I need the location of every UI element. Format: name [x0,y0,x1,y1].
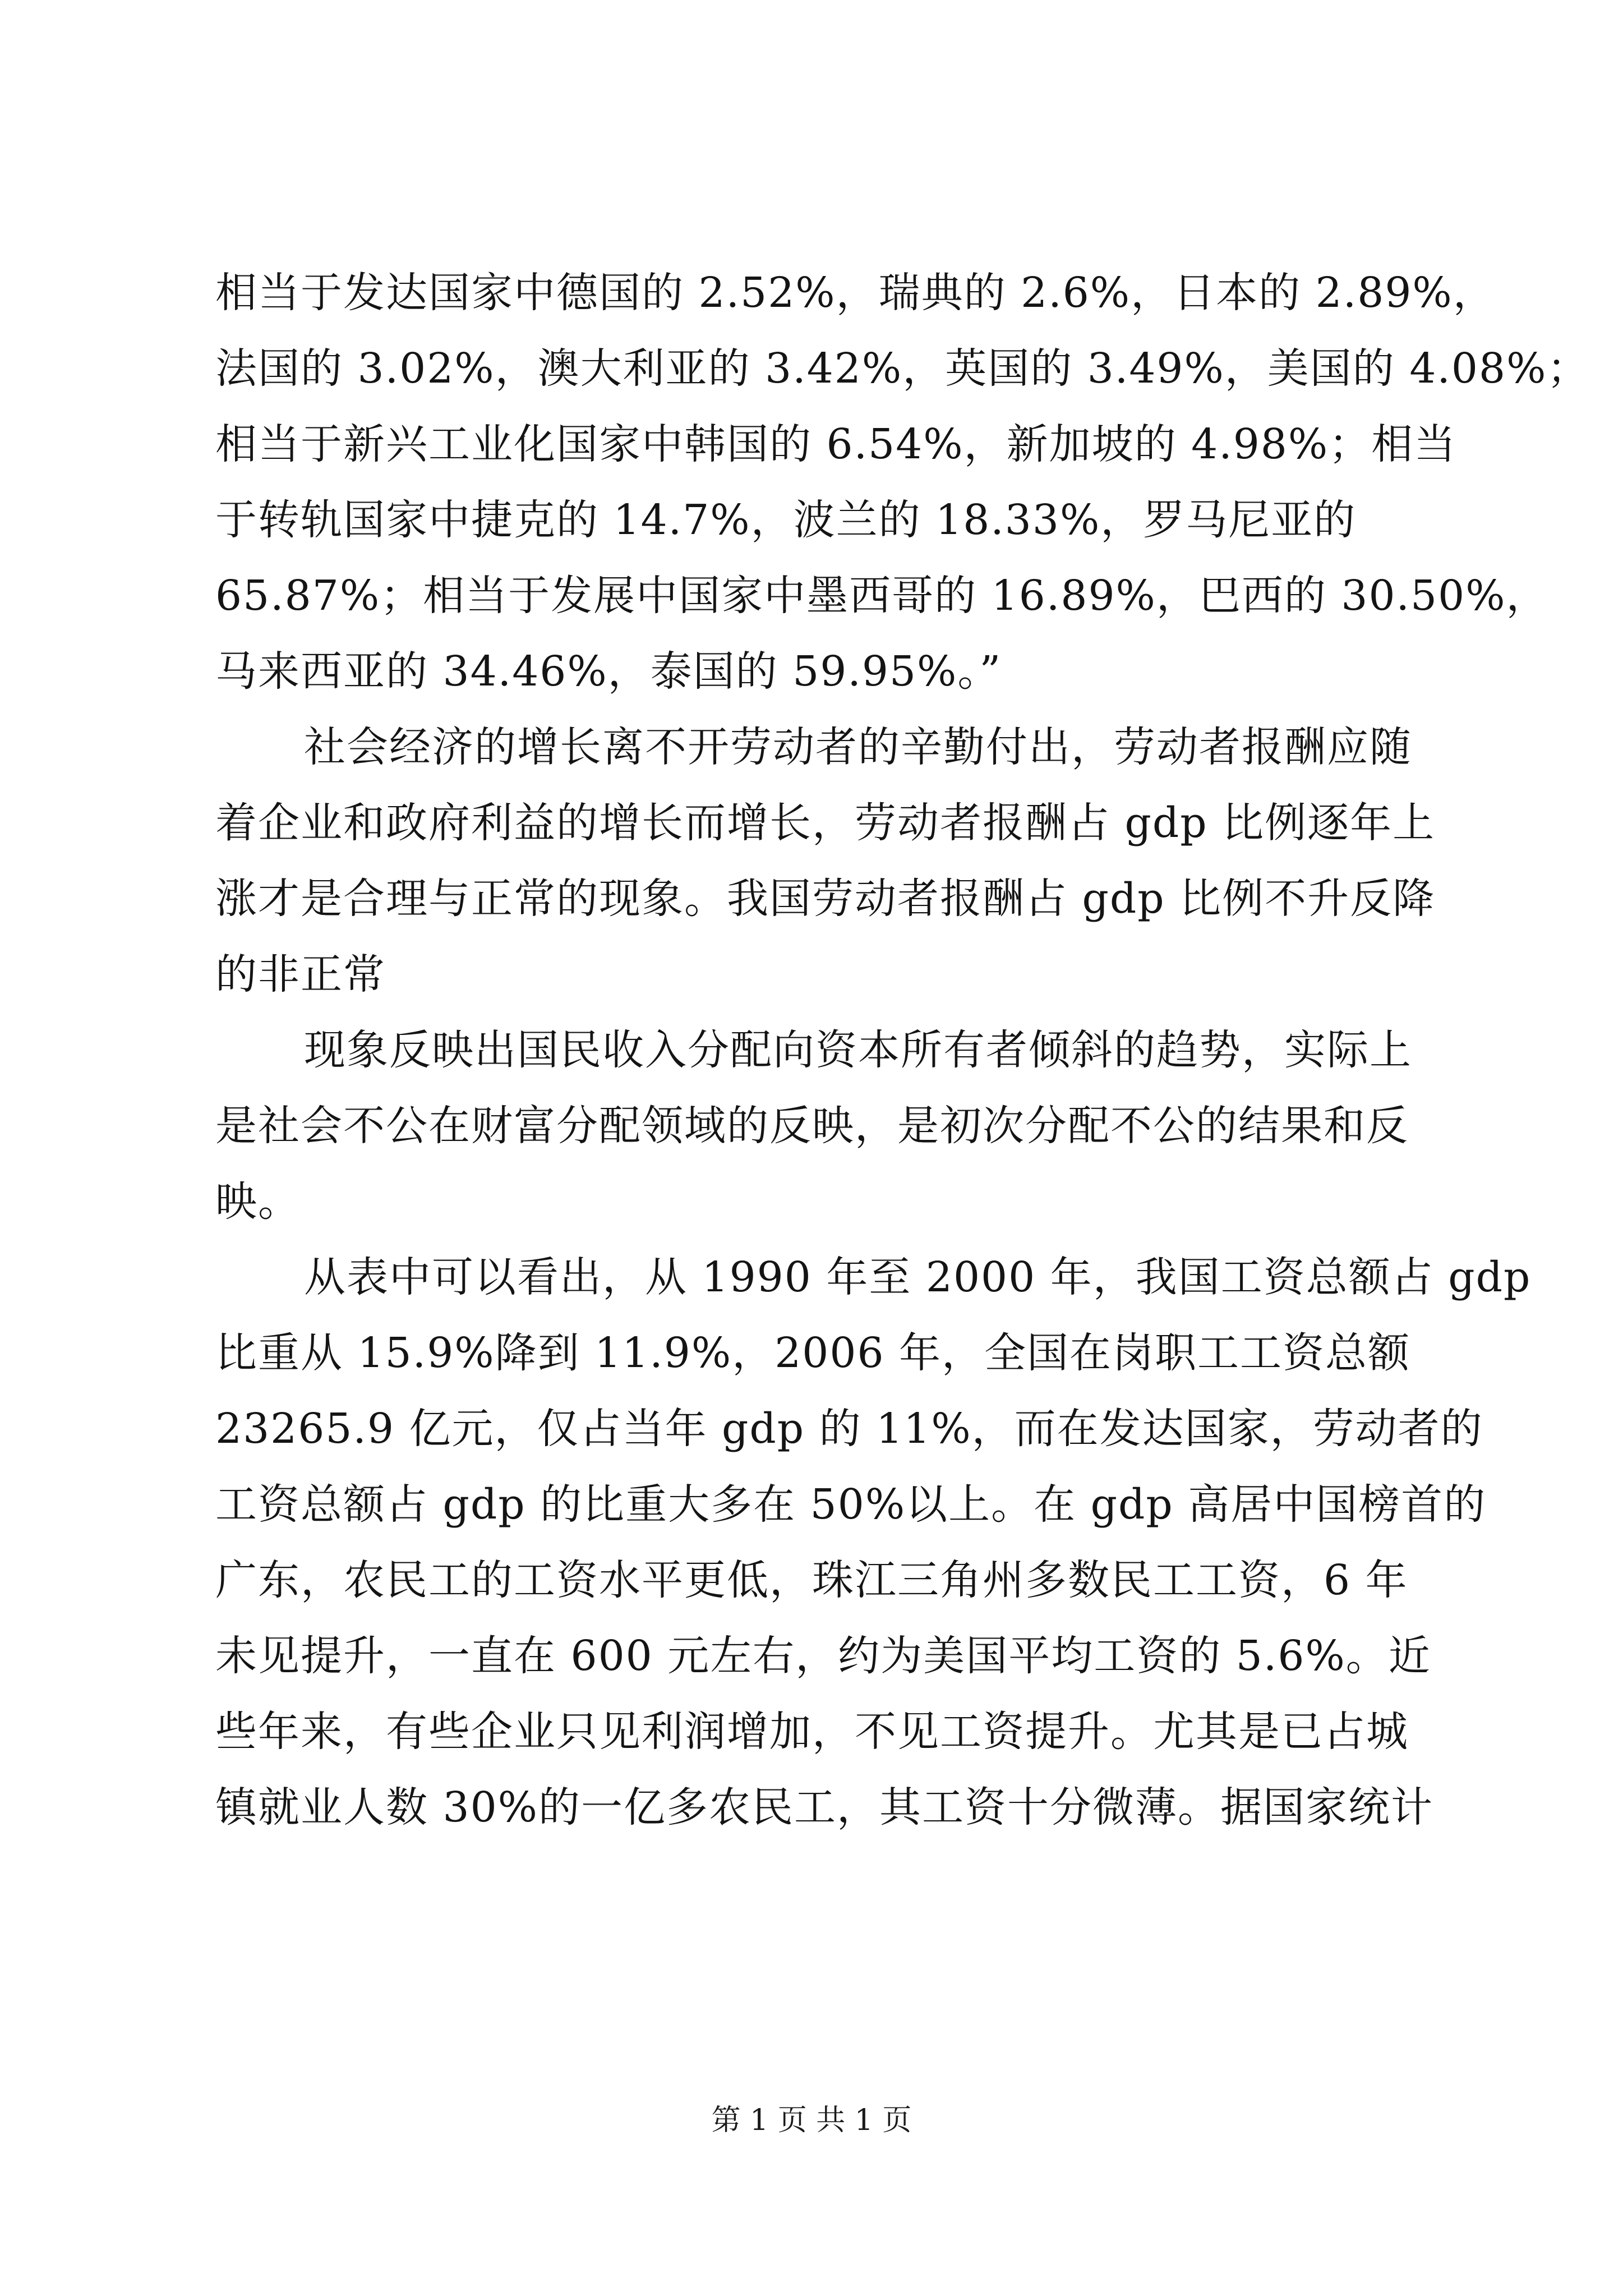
text-line: 从表中可以看出，从 1990 年至 2000 年，我国工资总额占 gdp [304,1253,1532,1301]
text-line: 未见提升，一直在 600 元左右，约为美国平均工资的 5.6%。近 [215,1632,1431,1680]
text-line: 法国的 3.02%，澳大利亚的 3.42%，英国的 3.49%，美国的 4.08%； [215,344,1590,393]
text-line: 着企业和政府利益的增长而增长，劳动者报酬占 gdp 比例逐年上 [215,799,1436,847]
text-line: 广东，农民工的工资水平更低，珠江三角州多数民工工资，6 年 [215,1556,1408,1604]
paragraph-4 [215,1240,1532,1846]
text-line: 映。 [215,1177,301,1226]
text-line: 比重从 15.9%降到 11.9%，2006 年，全国在岗职工工资总额 [215,1329,1411,1377]
text-line: 镇就业人数 30%的一亿多农民工，其工资十分微薄。据国家统计 [215,1783,1433,1832]
body-text [215,255,1590,1846]
text-line: 马来西亚的 34.46%，泰国的 59.95%。” [215,647,1002,696]
text-line: 23265.9 亿元，仅占当年 gdp 的 11%，而在发达国家，劳动者的 [215,1405,1483,1453]
page-number-footer: 第 1 页 共 1 页 [711,2104,912,2137]
paragraph-3 [215,1013,1421,1240]
text-line: 65.87%；相当于发展中国家中墨西哥的 16.89%，巴西的 30.50%， [215,572,1549,620]
text-line: 相当于发达国家中德国的 2.52%，瑞典的 2.6%，日本的 2.89%， [215,269,1496,317]
text-line: 社会经济的增长离不开劳动者的辛勤付出，劳动者报酬应随 [304,723,1412,771]
text-line: 些年来，有些企业只见利润增加，不见工资提升。尤其是已占城 [215,1708,1409,1756]
paragraph-2 [215,710,1436,1013]
paragraph-1 [215,255,1590,710]
text-line: 现象反映出国民收入分配向资本所有者倾斜的趋势，实际上 [304,1026,1412,1074]
text-line: 相当于新兴工业化国家中韩国的 6.54%，新加坡的 4.98%；相当 [215,420,1457,468]
text-line: 工资总额占 gdp 的比重大多在 50%以上。在 gdp 高居中国榜首的 [215,1480,1487,1529]
text-line: 于转轨国家中捷克的 14.7%，波兰的 18.33%，罗马尼亚的 [215,496,1357,544]
text-line: 的非正常 [215,950,386,999]
text-line: 是社会不公在财富分配领域的反映，是初次分配不公的结果和反 [215,1102,1409,1150]
text-line: 涨才是合理与正常的现象。我国劳动者报酬占 gdp 比例不升反降 [215,875,1436,923]
